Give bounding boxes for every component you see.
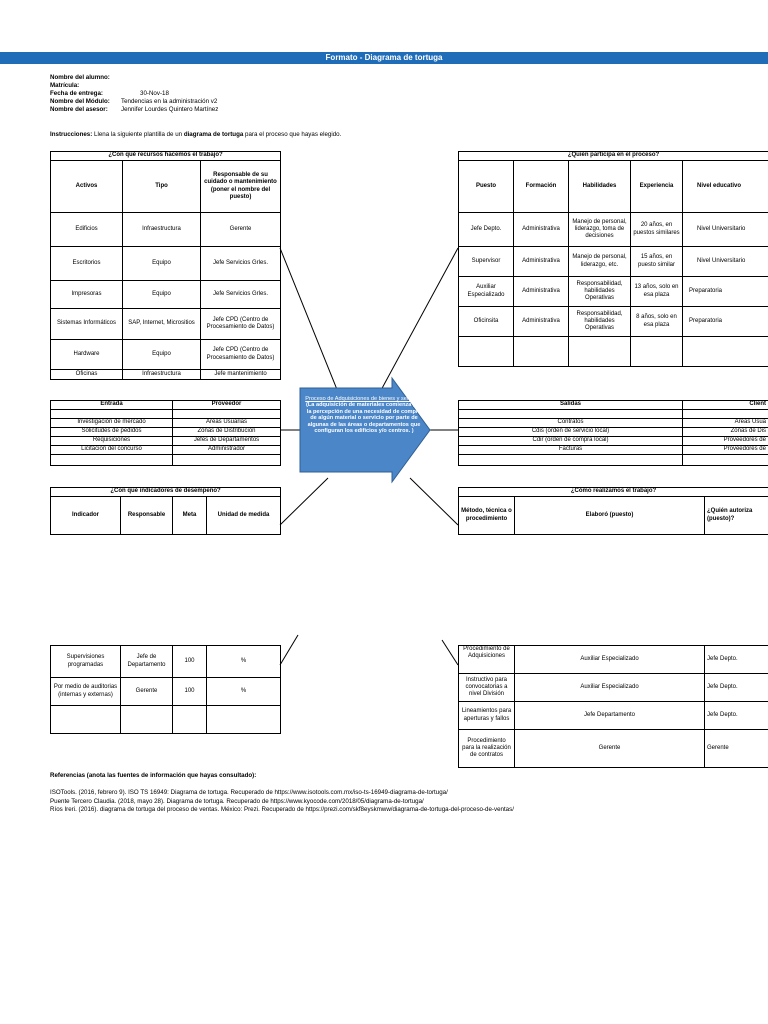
- salidas-table: [458, 400, 768, 466]
- process-description: (La adquisición de materiales comienza por la percepción de una necesidad de compra de algún material o servicio por parte de algunas de las áreas o departamentos que configuran los edificios y/o centros. ): [306, 402, 422, 435]
- table-row: [459, 277, 768, 307]
- col-experiencia: Experiencia: [631, 161, 683, 213]
- cell: SAP, Internet, Micrositios: [123, 309, 201, 340]
- instructions-label: Instrucciones:: [50, 131, 93, 138]
- cell: 8 años, solo en esa plaza: [631, 307, 683, 337]
- table-row: [51, 281, 281, 309]
- cell: Jefe de Departamento: [121, 646, 173, 678]
- como-title: ¿Cómo realizamos el trabajo?: [459, 488, 768, 497]
- table-row: [51, 419, 281, 428]
- table-row: [459, 455, 768, 466]
- cell: Oficinas: [51, 370, 123, 380]
- cell: [173, 706, 207, 734]
- table-row: [459, 646, 768, 674]
- table-row: [51, 247, 281, 281]
- indicadores-title: ¿Con qué indicadores de desempeño?: [51, 488, 281, 497]
- fecha-label: Fecha de entrega:: [50, 90, 103, 97]
- cell: Jefe Servicios Grles.: [201, 281, 281, 309]
- cell: [459, 410, 683, 419]
- cell: Infraestructura: [123, 370, 201, 380]
- col-activos: Activos: [51, 161, 123, 213]
- table-row: [459, 337, 768, 367]
- reference-item: Puente Tercero Claudia. (2018, mayo 28). Diagrama de tortuga. Recuperado de https://www.kyocode.com/2018/05/diagrama-de-tortuga/: [50, 797, 424, 805]
- table-row: [51, 678, 281, 706]
- cell: Responsabilidad, habilidades Operativas: [569, 277, 631, 307]
- cell: Administrativa: [514, 307, 569, 337]
- cell: [51, 455, 173, 466]
- cell: Supervisor: [459, 247, 514, 277]
- cell: Preparatoria: [683, 277, 768, 307]
- cell: Jefe mantenimiento: [201, 370, 281, 380]
- cell: %: [207, 678, 281, 706]
- cell: Áreas Usuarias: [173, 419, 281, 428]
- instructions-bold: diagrama de tortuga: [183, 131, 244, 138]
- col-autoriza: ¿Quién autoriza (puesto)?: [705, 497, 768, 535]
- cell: Administrativa: [514, 277, 569, 307]
- reference-item: ISOTools. (2016, febrero 9). ISO TS 16949: Diagrama de tortuga. Recuperado de https://www.isotools.com.mx/iso-ts-16949-diagrama-de-tortuga/: [50, 788, 448, 796]
- cell: Jefe CPD (Centro de Procesamiento de Datos): [201, 309, 281, 340]
- cell: [459, 337, 514, 367]
- col-meta: Meta: [173, 497, 207, 535]
- col-cliente: Client: [683, 401, 768, 410]
- cell: Cdis (orden de servicio local): [459, 428, 683, 437]
- table-row: [459, 446, 768, 455]
- col-entrada: Entrada: [51, 401, 173, 410]
- cell: Administrativa: [514, 247, 569, 277]
- cell: Auxiliar Especializado: [459, 277, 514, 307]
- cell: Jefe Depto.: [705, 674, 768, 702]
- cell: [459, 455, 683, 466]
- cell: Lineamientos para aperturas y fallos: [459, 702, 515, 730]
- participa-title: ¿Quién participa en el proceso?: [459, 152, 768, 161]
- col-unidad: Unidad de medida: [207, 497, 281, 535]
- table-row: [459, 730, 768, 768]
- como-table: [458, 645, 768, 768]
- cell: Zonas de Dis: [683, 428, 768, 437]
- table-row: [51, 446, 281, 455]
- table-row: [459, 307, 768, 337]
- table-row: [459, 437, 768, 446]
- cell: [173, 455, 281, 466]
- cell: Jefe Departamento: [515, 702, 705, 730]
- cell: [631, 337, 683, 367]
- alumno-label: Nombre del alumno:: [50, 74, 110, 81]
- cell: [51, 706, 121, 734]
- cell: Preparatoria: [683, 307, 768, 337]
- cell: Equipo: [123, 340, 201, 370]
- table-row: [51, 428, 281, 437]
- col-responsable-ind: Responsable: [121, 497, 173, 535]
- table-row: [51, 213, 281, 247]
- col-metodo: Método, técnica o procedimiento: [459, 497, 515, 535]
- cell: Gerente: [705, 730, 768, 768]
- cell: Proveedores de: [683, 437, 768, 446]
- table-row: [51, 340, 281, 370]
- col-indicador: Indicador: [51, 497, 121, 535]
- process-box: [304, 396, 424, 434]
- cell: Gerente: [121, 678, 173, 706]
- instructions-text-2: para el proceso que hayas elegido.: [243, 131, 342, 138]
- cell: Auxiliar Especializado: [515, 674, 705, 702]
- cell: Licitacion del concurso: [51, 446, 173, 455]
- cell: Responsabilidad, habilidades Operativas: [569, 307, 631, 337]
- cell: Procedimiento para la realización de contratos: [459, 730, 515, 768]
- cell: [173, 410, 281, 419]
- cell: Nivel Universitario: [683, 247, 768, 277]
- cell: Facturas: [459, 446, 683, 455]
- cell: Requisiciones: [51, 437, 173, 446]
- table-row: [51, 309, 281, 340]
- references: [50, 772, 750, 815]
- matricula-label: Matrícula:: [50, 82, 80, 89]
- cell: %: [207, 646, 281, 678]
- cell: Contratos: [459, 419, 683, 428]
- instructions-text-1: Llena la siguiente plantilla de un: [92, 131, 184, 138]
- cell: [683, 455, 768, 466]
- cell: Equipo: [123, 281, 201, 309]
- cell: Instructivo para convocatorias a nivel División: [459, 674, 515, 702]
- indicadores-header: [50, 487, 281, 535]
- table-row: [51, 646, 281, 678]
- cell: Proveedores de: [683, 446, 768, 455]
- cell: Infraestructura: [123, 213, 201, 247]
- fecha-value: 30-Nov-18: [140, 90, 169, 97]
- cell: Sistemas Informáticos: [51, 309, 123, 340]
- cell: 100: [173, 678, 207, 706]
- asesor-value: Jennifer Lourdes Quintero Martínez: [121, 106, 219, 113]
- cell: Escritorios: [51, 247, 123, 281]
- cell: Supervisiones programadas: [51, 646, 121, 678]
- entrada-table: [50, 400, 281, 466]
- cell: Jefe Depto.: [705, 646, 768, 674]
- cell: [207, 706, 281, 734]
- cell: Impresoras: [51, 281, 123, 309]
- page-banner: Formato - Diagrama de tortuga: [0, 52, 768, 64]
- col-formacion: Formación: [514, 161, 569, 213]
- cell: [51, 410, 173, 419]
- cell: Administrador: [173, 446, 281, 455]
- cell: 100: [173, 646, 207, 678]
- cell: Manejo de personal, liderazgo, etc.: [569, 247, 631, 277]
- table-row: [51, 706, 281, 734]
- cell: 20 años, en puestos similares: [631, 213, 683, 247]
- cell: Gerente: [515, 730, 705, 768]
- como-header: [458, 487, 768, 535]
- cell: Procedimiento de Adquisiciones: [459, 646, 515, 674]
- table-row: [51, 370, 281, 380]
- cell: Áreas Usua: [683, 419, 768, 428]
- table-row: [459, 213, 768, 247]
- cell: Cdir (orden de compra local): [459, 437, 683, 446]
- modulo-label: Nombre del Módulo:: [50, 98, 110, 105]
- table-row: [51, 455, 281, 466]
- cell: Equipo: [123, 247, 201, 281]
- table-row: [459, 419, 768, 428]
- cell: 13 años, solo en esa plaza: [631, 277, 683, 307]
- col-tipo: Tipo: [123, 161, 201, 213]
- cell: Auxiliar Especializado: [515, 646, 705, 674]
- recursos-title: ¿Con qué recursos hacemos el trabajo?: [51, 152, 281, 161]
- cell: Nivel Universitario: [683, 213, 768, 247]
- col-salidas: Salidas: [459, 401, 683, 410]
- table-row: [459, 428, 768, 437]
- cell: [569, 337, 631, 367]
- cell: Administrativa: [514, 213, 569, 247]
- cell: Jefe CPD (Centro de Procesamiento de Datos): [201, 340, 281, 370]
- col-habilidades: Habilidades: [569, 161, 631, 213]
- indicadores-table: [50, 645, 281, 734]
- col-puesto: Puesto: [459, 161, 514, 213]
- table-row: [459, 247, 768, 277]
- cell: [683, 337, 768, 367]
- table-row: [459, 702, 768, 730]
- cell: Por medio de auditorias (internas y externas): [51, 678, 121, 706]
- cell: Manejo de personal, liderazgo, toma de decisiones: [569, 213, 631, 247]
- references-title: Referencias (anota las fuentes de información que hayas consultado):: [50, 772, 257, 779]
- reference-item: Ríos Ireri. (2016). diagrama de tortuga del proceso de ventas. México: Prezi. Recuperado de https://prezi.com/skf8eyskmww/diagrama-de-tortuga-del-proceso-de-ventas/: [50, 806, 514, 814]
- cell: Jefe Depto.: [459, 213, 514, 247]
- asesor-label: Nombre del asesor:: [50, 106, 108, 113]
- process-title: Proceso de Adquisiciones de bienes y servicios: [305, 396, 423, 402]
- cell: Jefe Depto.: [705, 702, 768, 730]
- table-row: [51, 437, 281, 446]
- cell: Jefes de Departamentos: [173, 437, 281, 446]
- col-nivel-educativo: Nivel educativo: [683, 161, 768, 213]
- col-proveedor: Proveedor: [173, 401, 281, 410]
- table-row: [459, 674, 768, 702]
- cell: Zonas de Distribución: [173, 428, 281, 437]
- col-responsable: Responsable de su cuidado o mantenimiento (poner el nombre del puesto): [201, 161, 281, 213]
- cell: Edificios: [51, 213, 123, 247]
- cell: 15 años, en puesto similar: [631, 247, 683, 277]
- cell: Hardware: [51, 340, 123, 370]
- participa-table: [458, 151, 768, 367]
- recursos-table: [50, 151, 281, 380]
- cell: Investigación de mercado: [51, 419, 173, 428]
- cell: [121, 706, 173, 734]
- cell: Jefe Servicios Grles.: [201, 247, 281, 281]
- cell: [683, 410, 768, 419]
- cell: [514, 337, 569, 367]
- cell: Oficinsita: [459, 307, 514, 337]
- col-elaboro: Elaboró (puesto): [515, 497, 705, 535]
- cell: Gerente: [201, 213, 281, 247]
- cell: Solicitudes de pedidos: [51, 428, 173, 437]
- modulo-value: Tendencias en la administración v2: [121, 98, 218, 105]
